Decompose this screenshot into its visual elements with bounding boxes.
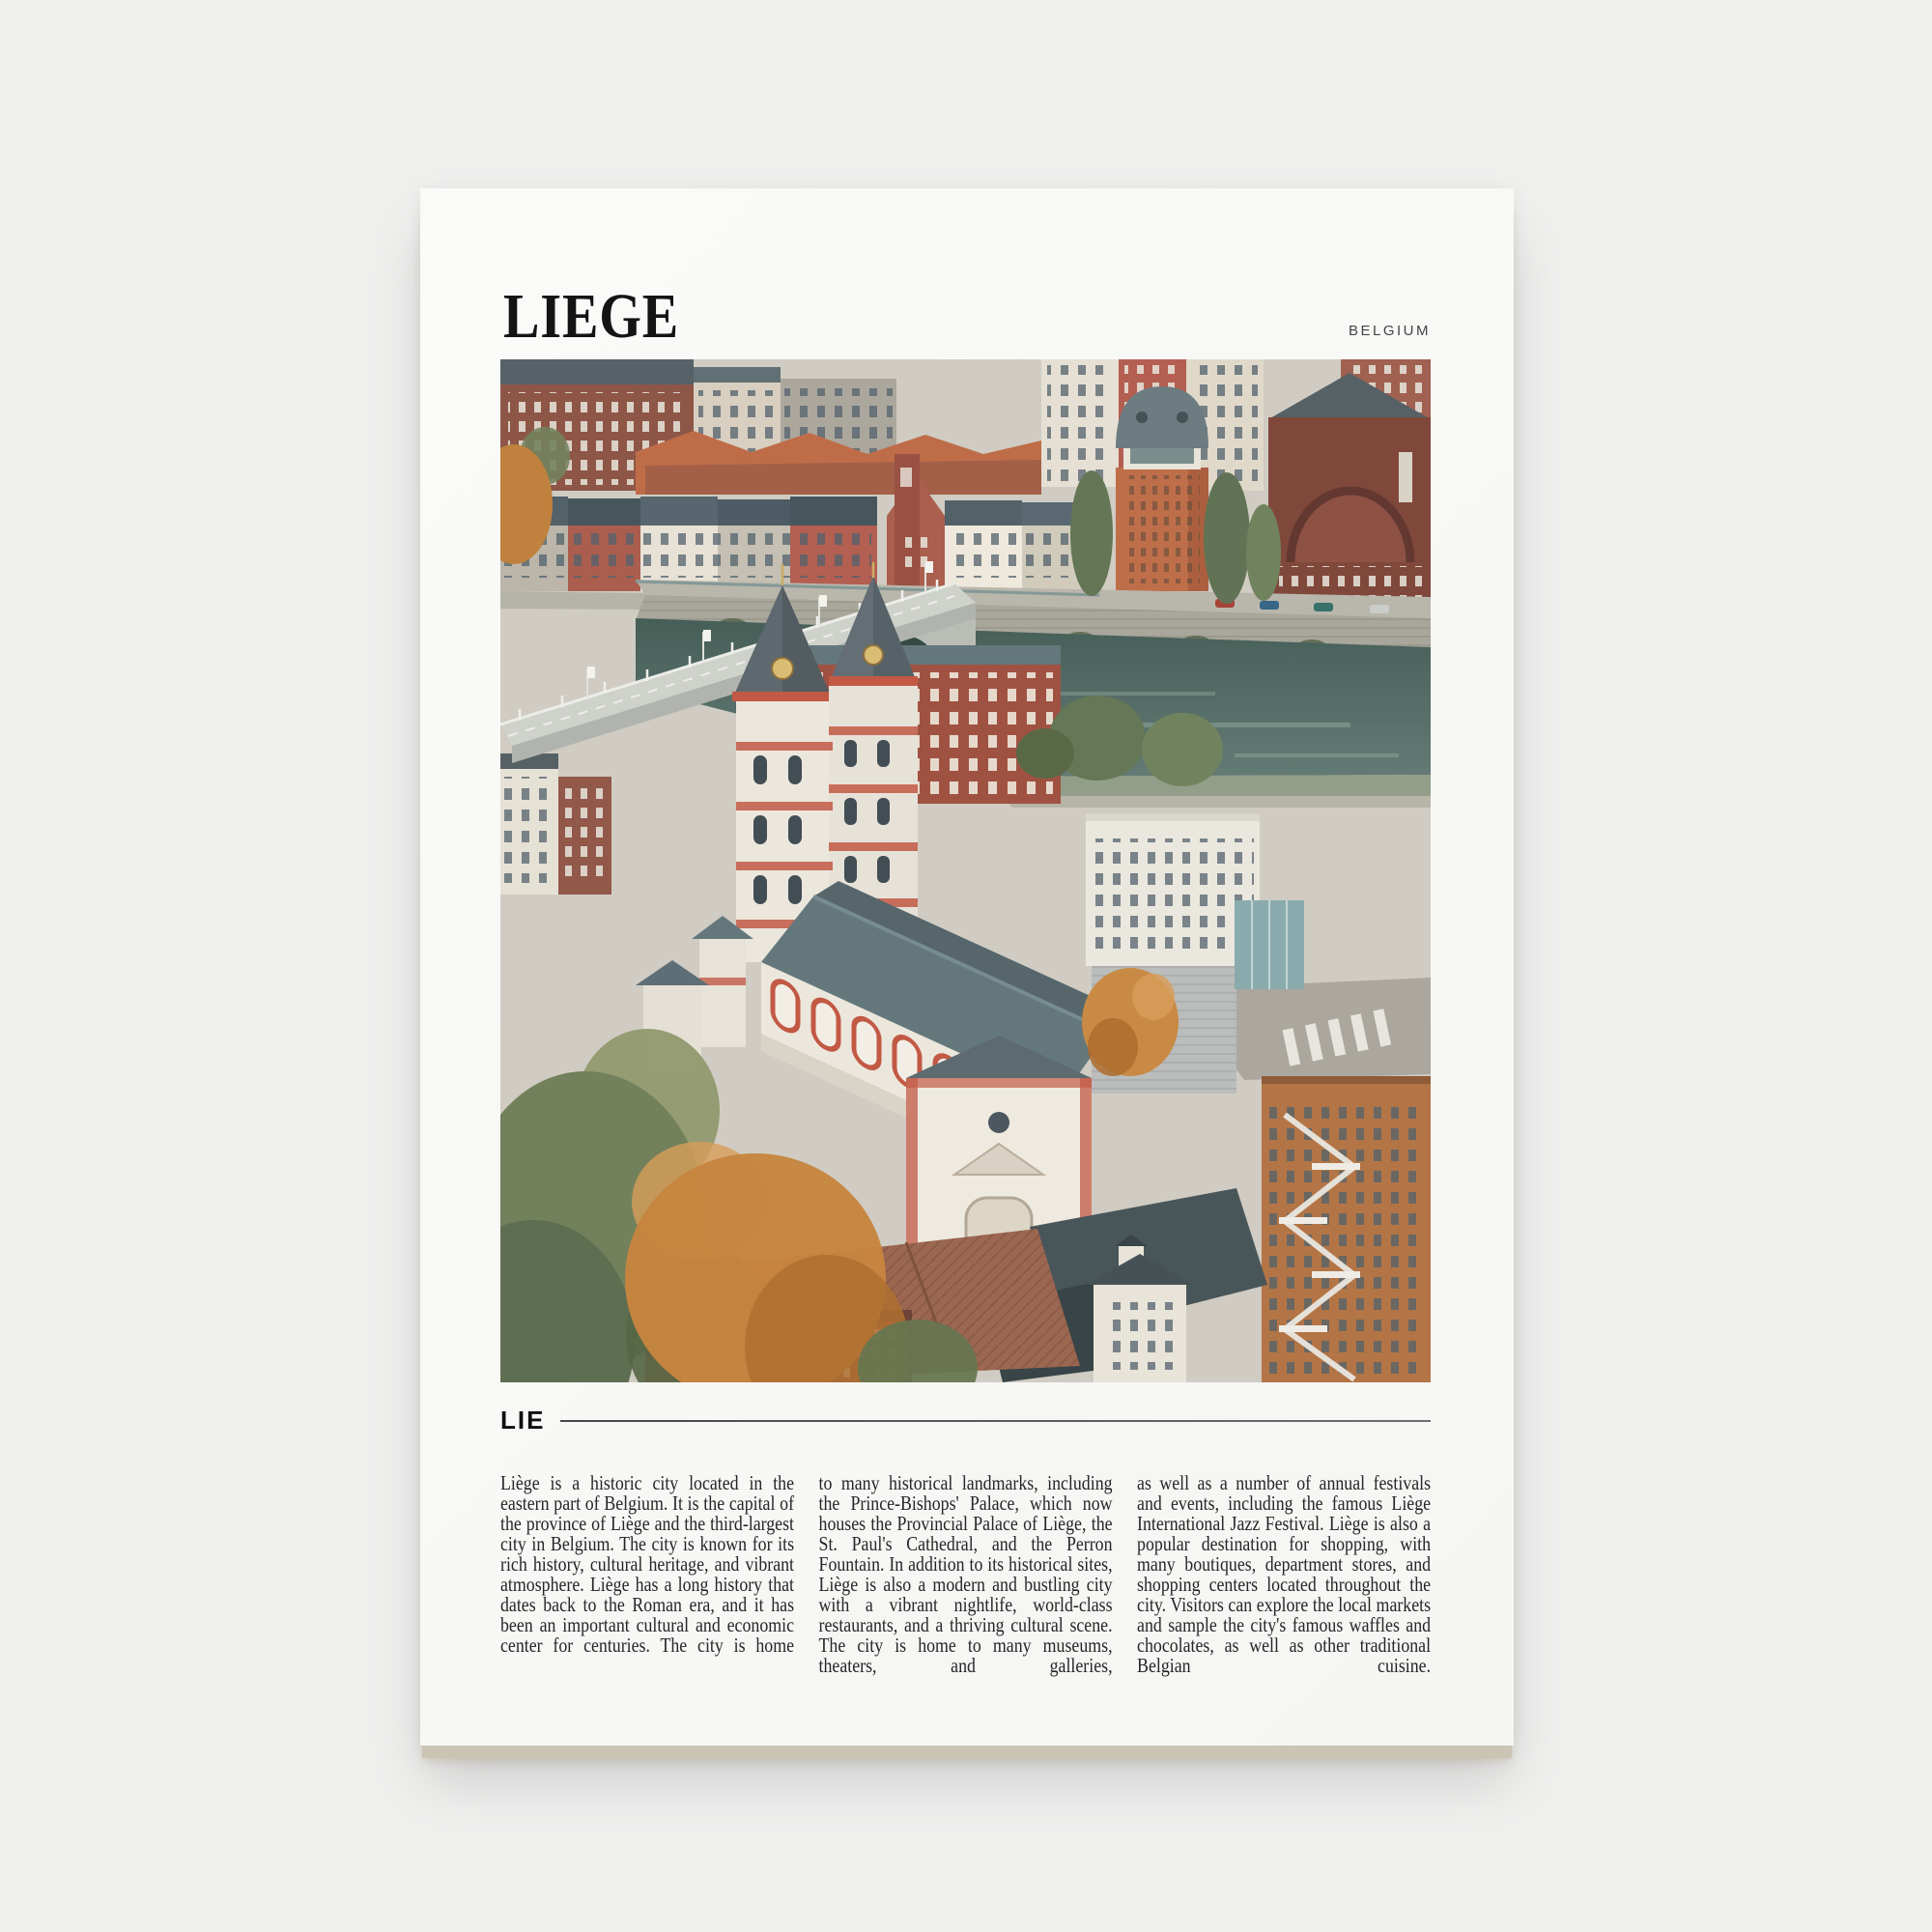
description-columns [500,1473,1431,1676]
section-label: LIE [500,1406,546,1435]
travel-poster [420,188,1514,1746]
description-column-3: as well as a number of annual festivals and events, including the famous Liège International Jazz Festival. Liège is also a popular destination for shopping, with many boutiques, department stores, and shopping centers located throughout the city. Visitors can explore the local markets and sample the city's famous waffles and chocolates, as well as other traditional Belgian cuisine. [1137,1471,1432,1677]
poster-country-label: BELGIUM [1348,323,1431,339]
city-photo [500,359,1431,1382]
section-divider-line [560,1420,1431,1422]
description-column-1: Liège is a historic city located in the eastern part of Belgium. It is the capital of the province of Liège and the third-largest city in Belgium. The city is known for its rich history, cultural heritage, and vibrant atmosphere. Liège has a long history that dates back to the Roman era, and it has been an important cultural and economic center for centuries. The city is home [500,1471,795,1657]
city-photo-illustration [500,359,1431,1382]
description-column-2: to many historical landmarks, including the Prince-Bishops' Palace, which now houses the Provincial Palace of Liège, the St. Paul's Cathedral, and the Perron Fountain. In addition to its historical sites, Liège is also a modern and bustling city with a vibrant nightlife, world-class restaurants, and a thriving cultural scene. The city is home to many museums, theaters, and galleries, [818,1471,1113,1677]
poster-title: LIEGE [503,281,679,352]
section-header [500,1406,1431,1435]
